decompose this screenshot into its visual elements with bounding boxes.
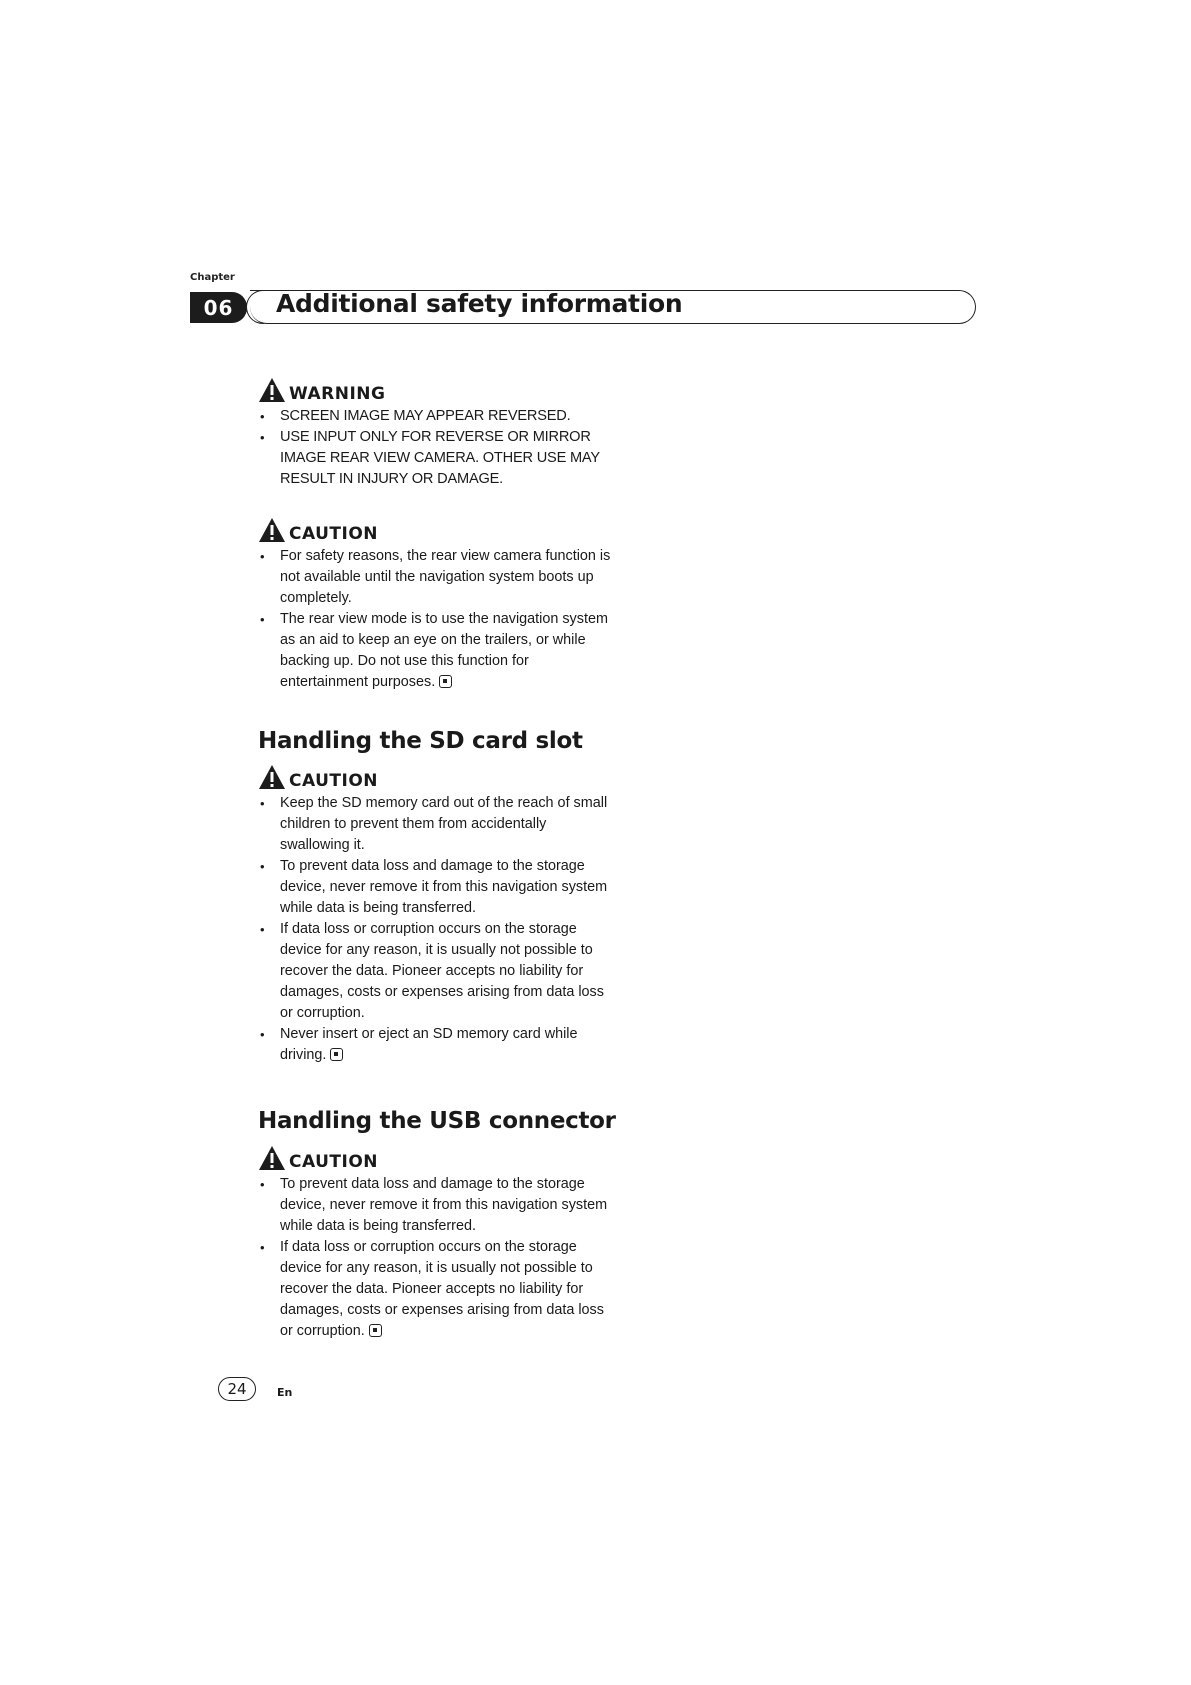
warning-triangle-icon — [258, 517, 286, 543]
warning-block — [258, 373, 618, 490]
chapter-number-badge: 06 — [190, 292, 247, 323]
list-item: • For safety reasons, the rear view camera function is not available until the navigation system boots up completely. — [258, 546, 618, 609]
chapter-title: Additional safety information — [276, 289, 683, 318]
end-of-section-icon — [330, 1048, 343, 1061]
section-title-usb: Handling the USB connector — [258, 1108, 616, 1134]
list-item: • To prevent data loss and damage to the storage device, never remove it from this navigation system while data is being transferred. — [258, 1174, 618, 1237]
language-code: En — [277, 1386, 293, 1399]
caution-heading-row — [258, 1141, 618, 1171]
caution-block-sd — [258, 760, 618, 1066]
warning-triangle-icon — [258, 764, 286, 790]
usb-caution-list — [258, 1174, 618, 1342]
caution-block-camera — [258, 513, 618, 693]
warning-heading-row — [258, 373, 618, 403]
end-of-section-icon — [369, 1324, 382, 1337]
list-item: • SCREEN IMAGE MAY APPEAR REVERSED. — [258, 406, 618, 427]
warning-triangle-icon — [258, 377, 286, 403]
caution-heading: CAUTION — [289, 771, 379, 791]
caution-heading: CAUTION — [289, 1152, 379, 1172]
section-title-sd: Handling the SD card slot — [258, 728, 583, 754]
list-item — [258, 1237, 618, 1342]
caution-heading-row — [258, 513, 618, 543]
caution-list — [258, 546, 618, 693]
list-item — [258, 1024, 618, 1066]
list-item-text: Never insert or eject an SD memory card while driving. — [280, 1026, 578, 1063]
list-item: • If data loss or corruption occurs on the storage device for any reason, it is usually not possible to recover the data. Pioneer accepts no liability for damages, costs or expenses arising from data loss or corruption. — [258, 919, 618, 1024]
end-of-section-icon — [439, 675, 452, 688]
list-item-text: The rear view mode is to use the navigation system as an aid to keep an eye on the trailers, or while backing up. Do not use this function for entertainment purposes. — [280, 611, 608, 690]
caution-block-usb — [258, 1141, 618, 1342]
warning-triangle-icon — [258, 1145, 286, 1171]
page-number: 24 — [218, 1377, 256, 1401]
chapter-label: Chapter — [190, 272, 235, 283]
warning-list — [258, 406, 618, 490]
caution-heading-row — [258, 760, 618, 790]
list-item — [258, 609, 618, 693]
list-item: • Keep the SD memory card out of the reach of small children to prevent them from accidentally swallowing it. — [258, 793, 618, 856]
warning-heading: WARNING — [289, 384, 386, 404]
list-item: • USE INPUT ONLY FOR REVERSE OR MIRROR IMAGE REAR VIEW CAMERA. OTHER USE MAY RESULT IN INJURY OR DAMAGE. — [258, 427, 618, 490]
sd-caution-list — [258, 793, 618, 1066]
caution-heading: CAUTION — [289, 524, 379, 544]
list-item: • To prevent data loss and damage to the storage device, never remove it from this navigation system while data is being transferred. — [258, 856, 618, 919]
list-item-text: If data loss or corruption occurs on the storage device for any reason, it is usually not possible to recover the data. Pioneer accepts no liability for damages, costs or expenses arising from data loss or corruption. — [280, 1239, 604, 1339]
